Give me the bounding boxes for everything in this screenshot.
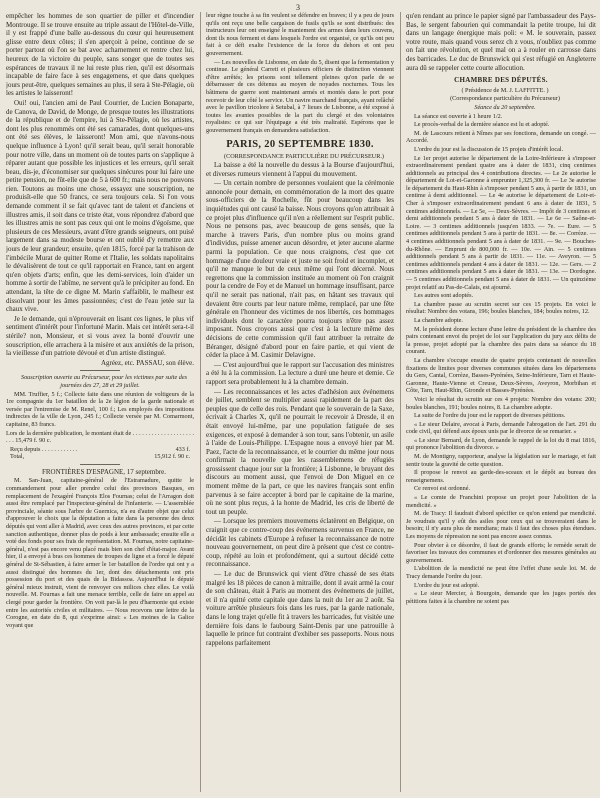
chamber-session: Séance du 20 septembre. <box>474 103 536 111</box>
chamber-p2: Le procès-verbal de la dernière séance est lu et adopté. <box>414 121 550 129</box>
paris-dateline: PARIS, 20 SEPTEMBRE 1830. <box>226 138 374 150</box>
chamber-p12: « Le sieur Delaire, avocat à Paris, demande l'abrogation de l'art. 291 du code civil, qui défend aux époux unis par le divorce de se remarier. » <box>406 420 596 436</box>
letter-paragraph-1: empêcher les hommes de son quartier de piller et d'incendier Montrouge. Il se trouve ensuite au triple assaut de l'Hôtel-de-Ville, il y est frappé d'une balle au-dessous du cœur qui heureusement glisse entre deux côtes; il s'en aperçoit à peine, continue de se porter partout où l'on se bat avec acharnement et rentre chez lui, heureux de la victoire du peuple, sans songer que de toutes ses espérances de travaux il ne lui reste plus rien, qu'il est désormais incapable de faire face à ses engagemens, et que dans quelques jours peut-être, quelques semaines au plus, il sera à Ste-Pélagie, où les artistes le laisseront! <box>6 12 194 98</box>
chamber-p11: La suite de l'ordre du jour est le rapport de diverses pétitions. <box>414 412 566 420</box>
paris-paragraph-1: La baisse a été la nouvelle du dessus à la Bourse d'aujourd'hui, et diverses rumeurs viennent à l'appui du mouvement. <box>206 161 394 178</box>
subscription-previous: Lors de la dernière publication, le montant était de . . . . . . . . . . . . . . . . . . . . . . . 15,479 f. 90 c. <box>6 429 194 445</box>
separator <box>80 464 120 465</box>
subscription-text: MM. Truffier, 5 f.; Collecte faite dans une réunion de voltigeurs de la 1re compagnie du 1er bataillon de la 2e légion de la garde nationale et versée par l'entremise de M. Renel, 100 f.; Les employés des impositions indirectes de la ville de Lyon, 245 f.; Collecte versée par M. Comarmont, capitaine, 83 francs. <box>6 390 194 428</box>
received-label: Reçu depuis . . . . . . . . . . . . <box>10 445 78 453</box>
chamber-p9: La chambre s'occupe ensuite de quatre projets contenant de nouvelles fixations de limites pour diverses communes situées dans les départemens du Gers, Cantal, Corrèze, Basses-Pyrénées, Seine-Inférieure, Tarn et Haute-Garonne, Haute-Vienne et Creuse, Deux-Sèvres, Aveyron, Morbihan et Côte, Tarn, Haut-Rhin, Gironde et Basses-Pyrénées. <box>406 356 596 395</box>
chamber-p16: Ce renvoi est ordonné. <box>414 485 471 493</box>
chamber-p20: L'abolition de la mendicité ne peut être l'effet d'une seule loi. M. de Tracy demande l'ordre du jour. <box>406 565 596 580</box>
subscription-total <box>6 453 194 461</box>
chamber-p5: Les autres sont adoptés. <box>414 292 474 300</box>
chamber-p14: M. de Montigny, rapporteur, analyse la législation sur le mariage, et fait sentir toute la gravité de cette question. <box>406 453 596 468</box>
column-2 <box>206 12 394 792</box>
chamber-projects: Le 1er projet autorise le département de la Loire-Inférieure à s'imposer extraordinairement pendant quatre ans à dater de 1831, cinq centimes additionnels au principal des 4 contributions directes. — Le 2e autorise le département de Lot-et-Garonne à emprunter 1,325,300 fr. — Le 3e autorise le département du Haut-Rhin à s'imposer pendant 5 ans, à partir de 1831, un centime à demi additionnel. — Le 4e autorise le département de Loir-et-Cher à s'imposer extraordinairement pendant 6 ans à dater de 1831, 5 centimes additionnels. — Le 5e, — Deux-Sèvres. — Impôt de 3 centimes et demi additionnels pendant 5 ans à dater de 1831. — Le 6e — Saône-et-Loire. — 3 centimes additionnels jusqu'en 1833. — 7e. — Eure. — 5 centimes additionnels pendant 5 ans à partir de 1831. — 8e. — Corrèze. — 4 centimes additionnels pendant 5 ans à dater de 1831. — 9e. — Bouches-du-Rhône. — Emprunt de 800,000 fr. — 10e. — Ain. — 5 centimes additionnels pendant 5 ans à partir de 1831. — 11e. — Aveyron. — 5 centimes additionnels pendant 4 ans à dater de 1831. — 12e. — Gers. — 2 centimes additionnels pendant 5 ans à dater de 1831. — 13e. — Dordogne. — 5 centimes additionnels pendant 5 ans à dater de 1831. — Un quinzième projet relatif au Pas-de-Calais, est ajourné. <box>406 154 596 291</box>
frontier-heading: FRONTIÈRES D'ESPAGNE, 17 septembre. <box>41 467 167 476</box>
column-3 <box>406 12 596 792</box>
chamber-p21: L'ordre du jour est adopté. <box>414 581 480 589</box>
chamber-p10: Voici le résultat du scrutin sur ces 4 projets: Nombre des votans: 200; boules blanches, 191; boules noires, 8. La chambre adopte. <box>406 395 596 411</box>
chamber-p3: M. de Lascours retient à Nîmes par ses fonctions, demande un congé. — Accordé. <box>406 129 596 145</box>
total-label: Total, <box>10 453 25 461</box>
letter-paragraph-3: Je le demande, qui n'éprouverait en lisant ces lignes, le plus vif sentiment d'intérêt pour l'infortuné Marin. Mais cet intérêt sera-t-il stérile? non, Monsieur, et si vous avez la bonté d'ouvrir une souscription, elle arrachera à la misère et aux anxiétés de la prison, la vieillesse d'un patriote dévoué et d'un artiste distingué. <box>6 314 194 358</box>
chamber-correspondence: (Correspondance particulière du Précurseur) <box>450 95 560 103</box>
chamber-heading: CHAMBRE DES DÉPUTÉS. <box>454 76 548 85</box>
chamber-p6: La chambre passe au scrutin secret sur ces 15 projets. En voici le résultat: Nombre des votans, 196; boules blanches, 184; boules noires, 12. <box>406 300 596 316</box>
subscription-title: Souscription ouverte au Précurseur, pour les victimes par suite des journées des 27, 28 et 29 juillet. <box>20 374 187 389</box>
chamber-p15: Il propose le renvoi au garde-des-sceaux et le dépôt au bureau des renseignemens. <box>406 469 596 484</box>
spain-continued: leur règne touche à sa fin veulent se défendre en braves; il y a peu de jours qu'ils ont reçu une belle cargaison de fusils qu'ils se sont distribués: des instructeurs leur ont enseigné le maniement des armes dans leurs couvens, dont ils nous ferment et dans lesquels l'ordre est organisé, ce qu'ils ont peu fait à ce défi exalte l'existence de la force du dehors et ont peu gouvernement. <box>206 12 394 57</box>
chamber-p8: M. le président donne lecture d'une lettre du président de la chambre des pairs contenant envoi du projet de loi sur l'application du jury aux délits de la presse, projet adopté par la chambre des pairs dans sa séance du 18 courant. <box>406 325 596 356</box>
received-value: 433 f. <box>175 445 190 453</box>
chamber-p22: « Le sieur Mercier, à Bourgoin, demande que les juges portés des pétitions faites à la chambre ne soient pas <box>406 590 596 605</box>
chamber-p17: « Le comte de Franchini propose un projet pour l'abolition de la mendicité. » <box>406 494 596 509</box>
chamber-p7: La chambre adopte. <box>414 316 463 324</box>
lisbon-news: — Les nouvelles de Lisbonne, en date du 5, disent que la fermentation y continue. Le général Carreti et plusieurs officiers de distinction viennent d'être arrêtés; les prisons sont tellement pleines qu'on parle de se débarrasser de ces détenus au moyen de noyades nocturnes. Tous les bâtimens de guerre sont maintenant armés et montés dans le port pour recevoir de leur côté le service. Un navire marchand français, ayant relâché avec le pavillon tricolore à Setubal, à 7 lieues de Lisbonne, a été exposé à toutes les avanies possibles de la part du clergé et des volontaires royalistes: ce qui sur l'équipage a été très maltraité. Espérons que le gouvernement français en demandera satisfaction. <box>206 58 394 134</box>
chamber-p19: Pour obvier à ce désordre, il faut de grands efforts; le remède serait de favoriser les travaux des communes et d'ordonner des mesures générales au gouvernement. <box>406 541 596 564</box>
paris-paragraph-4: — Les reconnaissances et les actes d'adhésion aux événemens de juillet, semblent se multiplier aussi rapidement de la part des peuples que de celle des rois. Pendant que le souverain de la Saxe, écrivait à Charles X, qu'il ne pourrait le recevoir à Dresde, il en était envoyé lui-même, par une population fatiguée de ses exigences, et exposé à demander à son tour, sans l'obtenir, un asile à l'aide de Louis-Philippe. L'Espagne nous a envoyé hier par M. Paez, l'acte de la reconnaissance, et le courrier du même jour nous confirmait la nouvelle que les rassemblemens de réfugiés grossissent chaque jour sur la frontière; à Lisbonne, le bruyant des discours au moment aussi, que l'envoi de Don Miguel en ce moment même de la part, ce que les navires français sont enfin parvenus à se faire accepter à bord par le capitaine de la marine, où ne sont plus reçus, à la honte de Madrid, les cris de liberté de tout un peuple. <box>206 387 394 516</box>
page-number: 3 <box>296 3 300 12</box>
chamber-presidency: ( Présidence de M. J. LAFFITTE. ) <box>461 86 549 94</box>
correspondence-label: (CORRESPONDANCE PARTICULIÈRE DU PRÉCURSEUR.) <box>224 152 384 160</box>
column-rule-1 <box>200 12 201 792</box>
paris-paragraph-6: — Le duc de Brunswick qui vient d'être chassé de ses états malgré les 18 pièces de canon à mitraille, dont il avait armé la cour de son château, était à Paris au moment des événemens de juillet, et il n'a quitté cette capitale que dans la nuit du 1er au 2 août. Sa voiture arrêtée plusieurs fois dans les rues, par la garde nationale, dans le long trajet qu'elle fit à travers les barricades, fut visitée une dernière fois dans le faubourg Saint-Denis par une patrouille à laquelle le prince fut contraint d'exhiber ses passeports. Nous nous rappelons parfaitement <box>206 570 394 647</box>
column-rule-2 <box>400 12 401 792</box>
chamber-p1: La séance est ouverte à 1 heure 1/2. <box>414 112 503 120</box>
separator <box>80 370 120 371</box>
total-value: 15,912 f. 90 c. <box>154 453 190 461</box>
paris-paragraph-5: — Lorsque les premiers mouvemens éclatèrent en Belgique, on craignit que ce contre-coup des événemens survenus en France, ne décidât les cabinets d'Europe à refuser la reconnaissance de notre nouveau gouvernement, on peut dire à présent que c'est ce contre-coup, répété au loin et profondément, qui a surtout décidé cette reconnaissance. <box>206 517 394 569</box>
letter-signature: Agréez, etc. PASSAU, son élève. <box>100 358 194 367</box>
frontier-text: M. San-Juan, capitaine-général de l'Estramadure, quitte le commandement pour aller prendre celui des provinces Basques, en remplacement de l'exagéré François Elos Fournas; celui de l'Arragon doit aussi être remplacé par l'inspecteur-général de l'infanterie. — L'assemblée provinciale, séante sous l'arbre de Guernica, n'a eu d'autre objet que celui d'approuver le choix que la députation a faite dans la personne des deux députés qui vont aller à Madrid, avec ceux des autres provinces, et par cette sanction authentique, donner plus de poids à leur ambassade; ensuite elle a voté des fonds pour ses frais de représentation. M. Fournas, notre capitaine-général, n'est pas encore venu placé mais bien son chef d'état-major. Avant hier, il a envoyé à bras ces hommes de troupes de ligne et a forcé le député général de St-Sébastien, à faire armer le 1er bataillon de l'ordre qui ont y a aussi distingué des hommes du 1er, dont des détachements ont pris possession du port et des quais de la Bidassoa. Aujourd'hui le député général mieux instruit, vient de renvoyer ces milices chez elles. Le voilà nouvelle. M. Fournas a fait une menace terrible, celle de faire un appel au clergé pour garder la frontière. On voit par-là le peu d'harmonie qui existe entre les autorités civiles et militaires. — Nous recevons une lettre de la Corogne, en date du 8, qui s'exprime ainsi: « Les moines de la Galice voyant que <box>6 477 194 629</box>
letter-paragraph-2: Oui! oui, l'ancien ami de Paul Courrier, de Lucien Bonaparte, de Canova, de David, de Monge, de presque toutes les illustrations de la république et de l'empire, lui à Ste-Pélagie, où les artistes, dont les plus renommés ont été ses camarades, dont quelques-uns ont été ses élèves, le laisseront! Mon ami, que n'avons-nous quelque influence à Lyon! qu'il serait beau, qu'il serait honorable pour notre ville, dans un moment où de toutes parts on s'applique à réparer autant que possible les injustices et les erreurs, qu'il serait beau, dis-je, d'économiser sur quelques sinécures pour lui faire une petite pension, ne fût-elle que de 5 à 600 fr.; mais nous ne pouvons rien. Toutons au moins une chose, essayez une souscription, ne produisît-elle que 50 francs, ce sera toujours cela. Si l'on vous demande comment il se fait qu'avec tant de talent et d'anciens et illustres amis, il soit dans ce triste état, vous répondrez d'abord que les illustres amis ne sont pas ceux qui ont le moins d'égoïsme, que plusieurs de ces Messieurs, avant d'être grands seigneurs, ont puisé largement dans sa modeste bourse et ont oublié d'y remettre aux jours de leur grandeur; ensuite, qu'en 1815, forcé par la trahison de l'imbécile Murat de quitter Rome et l'Italie, les soldats napolitains le dévalisèrent de tout ce qu'il rapportait en France, tant en argent qu'en objets d'arts; enfin, que les demi-services, loin d'aider un homme à sortir de l'abîme, ne servent qu'à le précipiter au fond. En attendant, la tête de ce digne M. Marin s'affaiblit, le malheur est dissolvant pour les âmes passionnées; c'est de l'eau jetée sur la chaux vive. <box>6 98 194 314</box>
paris-paragraph-3: — C'est aujourd'hui que le rapport sur l'accusation des ministres a été lu à la commission. La lecture a duré une heure et demie. Ce rapport sera probablement lu à la chambre demain. <box>206 360 394 386</box>
chamber-p4: L'ordre du jour est la discussion de 15 projets d'intérêt local. <box>414 145 564 153</box>
subscription-received <box>6 446 194 454</box>
column-1 <box>6 12 194 792</box>
brunswick-continued: qu'en rendant au prince le papier signé par l'ambassadeur des Pays-Bas, le sergent fabourien qui commandait la petite troupe, lui dit dans un langage énergique mais poli: « M. le souverain, passez votre route, mais quand vous serez ch z vous, n'oubliez pas comme on fait une révolution, et quel mal on a à rouler en carrosse dans des barricades. Le duc de Brunswick qui s'est réfugié en Angleterre aura dû se rappeler cette courte allocution. <box>406 12 596 72</box>
chamber-p18: M. de Tracy: Il faudrait d'abord spécifier ce qu'on entend par mendicité. Je voudrais qu'il y eût des asiles pour ceux qui se trouveraient dans le besoin; il n'y aura plus de mendians; mais il faut des choses plus étendues. Les moyens de répression ne sont pas encore assez connus. <box>406 510 596 540</box>
paris-paragraph-2: — Un certain nombre de personnes voulaient que la cérémonie annoncée pour demain, en commémoration de la mort des quatre sous-officiers de la Rochelle, fût pour beaucoup dans les inquiétudes qui ont causé la baisse. Nous croyons qu'on attribuait à ce projet plus d'influence qu'il n'en a réellement sur l'esprit public. Nous ne pensons pas, avec beaucoup de gens sensés, que la marche à travers Paris, d'un nombre plus ou moins grand d'individus, puisse amener aucun désordre, et jeter aucune alarme parmi la population. Ce que nous craignons, c'est que cet hommage d'une douleur vraie et juste ne soit froid et incomplet, et qu'il ne manque le but de ceux même qui l'ont décerné. Nous regrettons que la commission instituée au moment où l'on craignit pour la cendre de Foy et de Manuel un hommage insuffisant, parce qu'il ne serait pas national, n'ait pas, en hâtant ses travaux qui devaient être courts par leur nature même, remplacé, par une fête générale en l'honneur des victimes de nos libertés, ces hommages individuels dont le caractère pourra toujours n'être pas assez imposant. Nous croyons aussi que c'est à la lecture même des décisions de cette commission qu'il faut attribuer la retraite de Béranger, désigné d'abord pour en faire partie, et qui vient de céder la place à M. Casimir Delavigne. <box>206 179 394 360</box>
chamber-p13: « Le sieur Bernard, de Lyon, demande le rappel de la loi du 8 mai 1816, qui prononce l'abolition du divorce. » <box>406 436 596 452</box>
